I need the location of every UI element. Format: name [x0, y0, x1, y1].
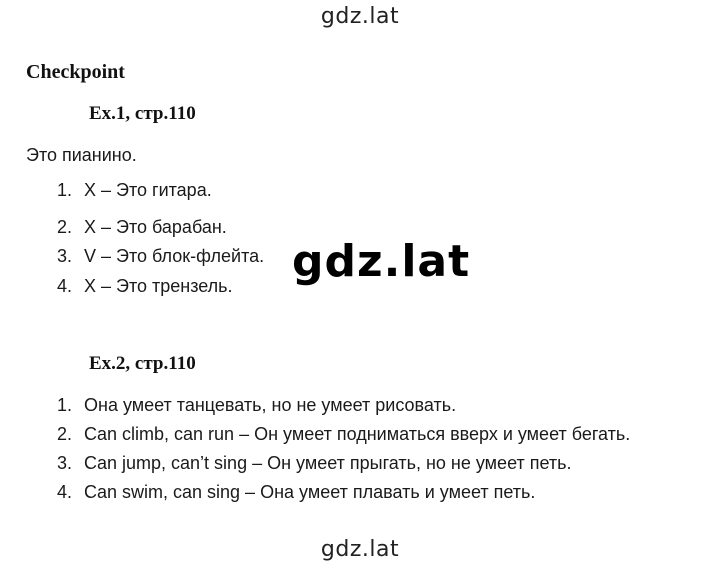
watermark-top: gdz.lat [320, 4, 400, 29]
list-item [57, 246, 264, 267]
item-text: X – Это гитара. [84, 180, 212, 200]
exercise-2-title: Ex.2, стр.110 [89, 353, 196, 374]
item-number: 3. [57, 246, 73, 266]
list-item [57, 276, 233, 297]
exercise-1-intro: Это пианино. [26, 145, 137, 165]
item-text: V – Это блок-флейта. [84, 246, 265, 266]
item-text: Can climb, can run – Он умеет подниматься вверх и умеет бегать. [84, 424, 631, 444]
item-number: 4. [57, 276, 73, 296]
item-text: X – Это барабан. [84, 217, 227, 237]
list-item [57, 180, 212, 201]
list-item [57, 453, 572, 474]
item-number: 2. [57, 217, 73, 237]
item-text: Она умеет танцевать, но не умеет рисовать. [84, 395, 457, 415]
item-number: 4. [57, 482, 73, 502]
item-text: Can jump, can’t sing – Он умеет прыгать, но не умеет петь. [84, 453, 572, 473]
item-number: 2. [57, 424, 73, 444]
item-text: X – Это трензель. [84, 276, 233, 296]
exercise-1-title: Ex.1, стр.110 [89, 103, 196, 124]
item-number: 1. [57, 395, 73, 415]
item-number: 3. [57, 453, 73, 473]
item-number: 1. [57, 180, 73, 200]
list-item [57, 482, 535, 503]
page-heading: Checkpoint [26, 61, 125, 83]
list-item [57, 395, 456, 416]
item-text: Can swim, can sing – Она умеет плавать и умеет петь. [84, 482, 536, 502]
watermark-center: gdz.lat [292, 236, 471, 287]
list-item [57, 217, 227, 238]
watermark-bottom: gdz.lat [320, 537, 400, 562]
list-item [57, 424, 630, 445]
